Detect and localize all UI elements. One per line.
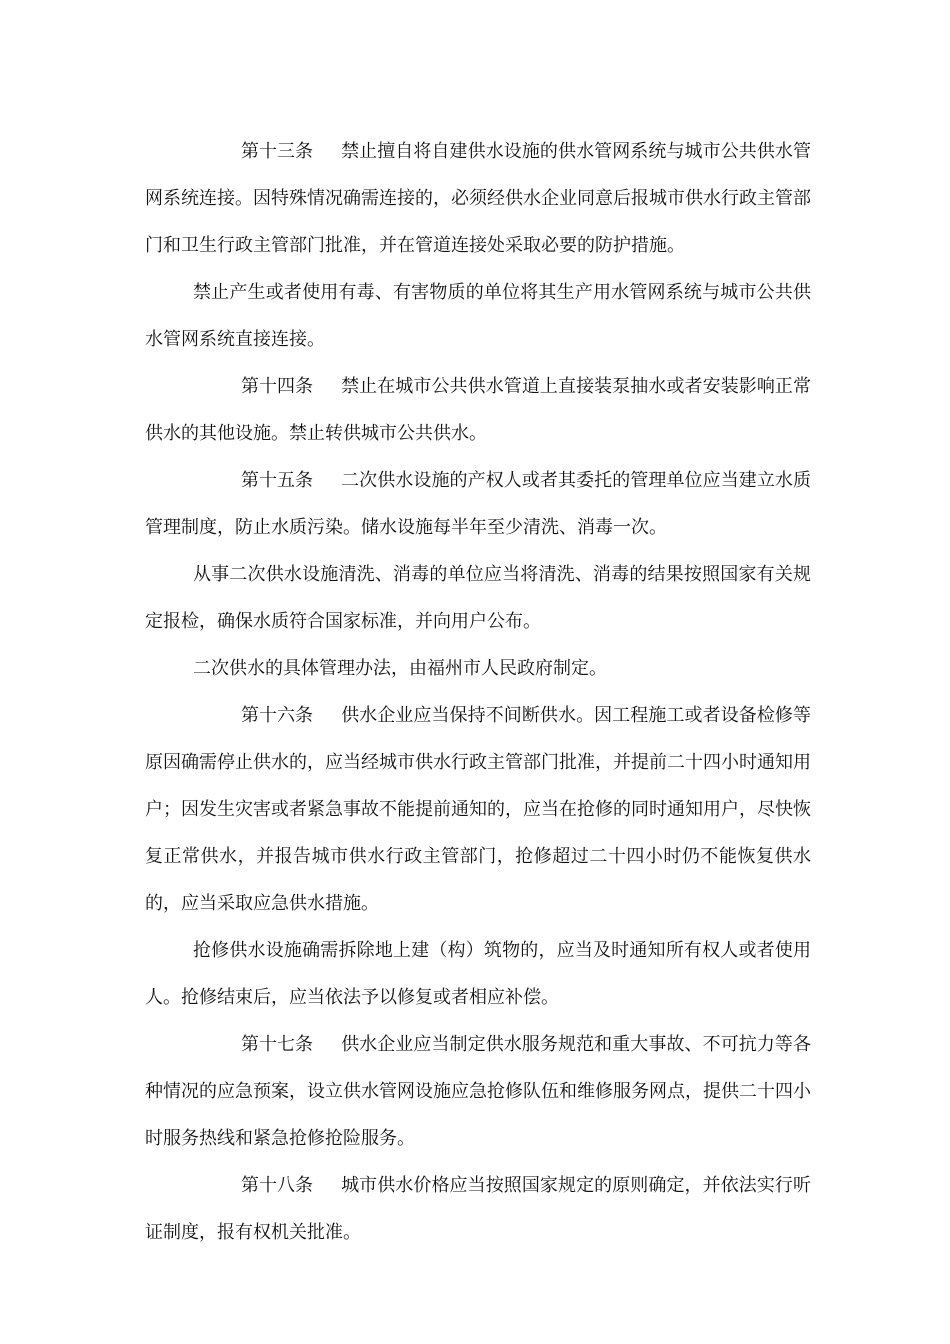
article-number: 第十七条 [241, 1034, 313, 1055]
article-number: 第十三条 [241, 141, 313, 162]
paragraph-text: 供水企业应当制定供水服务规范和重大事故、不可抗力等各种情况的应急预案，设立供水管网设施应急抢修队伍和维修服务网点，提供二十四小时服务热线和紧急抢修抢险服务。 [145, 1034, 811, 1149]
paragraph-article-15 [145, 457, 811, 551]
paragraph-text: 抢修供水设施确需拆除地上建（构）筑物的，应当及时通知所有权人或者使用人。抢修结束后，应当依法予以修复或者相应补偿。 [145, 940, 811, 1008]
paragraph-text: 二次供水设施的产权人或者其委托的管理单位应当建立水质管理制度，防止水质污染。储水设施每半年至少清洗、消毒一次。 [145, 470, 811, 538]
paragraph-text: 禁止产生或者使用有毒、有害物质的单位将其生产用水管网系统与城市公共供水管网系统直接连接。 [145, 282, 811, 350]
paragraph-article-15-clause-2 [145, 551, 811, 645]
article-number: 第十八条 [241, 1175, 313, 1196]
article-number: 第十六条 [241, 705, 313, 726]
article-number: 第十四条 [241, 376, 313, 397]
paragraph-article-16 [145, 692, 811, 927]
paragraph-article-13 [145, 128, 811, 269]
paragraph-text: 禁止擅自将自建供水设施的供水管网系统与城市公共供水管网系统连接。因特殊情况确需连接的，必须经供水企业同意后报城市供水行政主管部门和卫生行政主管部门批准，并在管道连接处采取必要的防护措施。 [145, 141, 811, 256]
paragraph-text: 城市供水价格应当按照国家规定的原则确定，并依法实行听证制度，报有权机关批准。 [145, 1175, 811, 1243]
paragraph-article-17 [145, 1021, 811, 1162]
paragraph-article-14 [145, 363, 811, 457]
paragraph-article-16-clause-2 [145, 927, 811, 1021]
paragraph-text: 从事二次供水设施清洗、消毒的单位应当将清洗、消毒的结果按照国家有关规定报检，确保水质符合国家标准，并向用户公布。 [145, 564, 811, 632]
paragraph-article-15-clause-3 [145, 645, 811, 692]
paragraph-text: 禁止在城市公共供水管道上直接装泵抽水或者安装影响正常供水的其他设施。禁止转供城市公共供水。 [145, 376, 811, 444]
document-body [145, 128, 811, 1256]
paragraph-article-13-clause-2 [145, 269, 811, 363]
article-number: 第十五条 [241, 470, 313, 491]
paragraph-article-18 [145, 1162, 811, 1256]
paragraph-text: 二次供水的具体管理办法，由福州市人民政府制定。 [193, 658, 607, 679]
paragraph-text: 供水企业应当保持不间断供水。因工程施工或者设备检修等原因确需停止供水的，应当经城市供水行政主管部门批准，并提前二十四小时通知用户；因发生灾害或者紧急事故不能提前通知的，应当在抢修的同时通知用户，尽快恢复正常供水，并报告城市供水行政主管部门，抢修超过二十四小时仍不能恢复供水的，应当采取应急供水措施。 [145, 705, 811, 914]
